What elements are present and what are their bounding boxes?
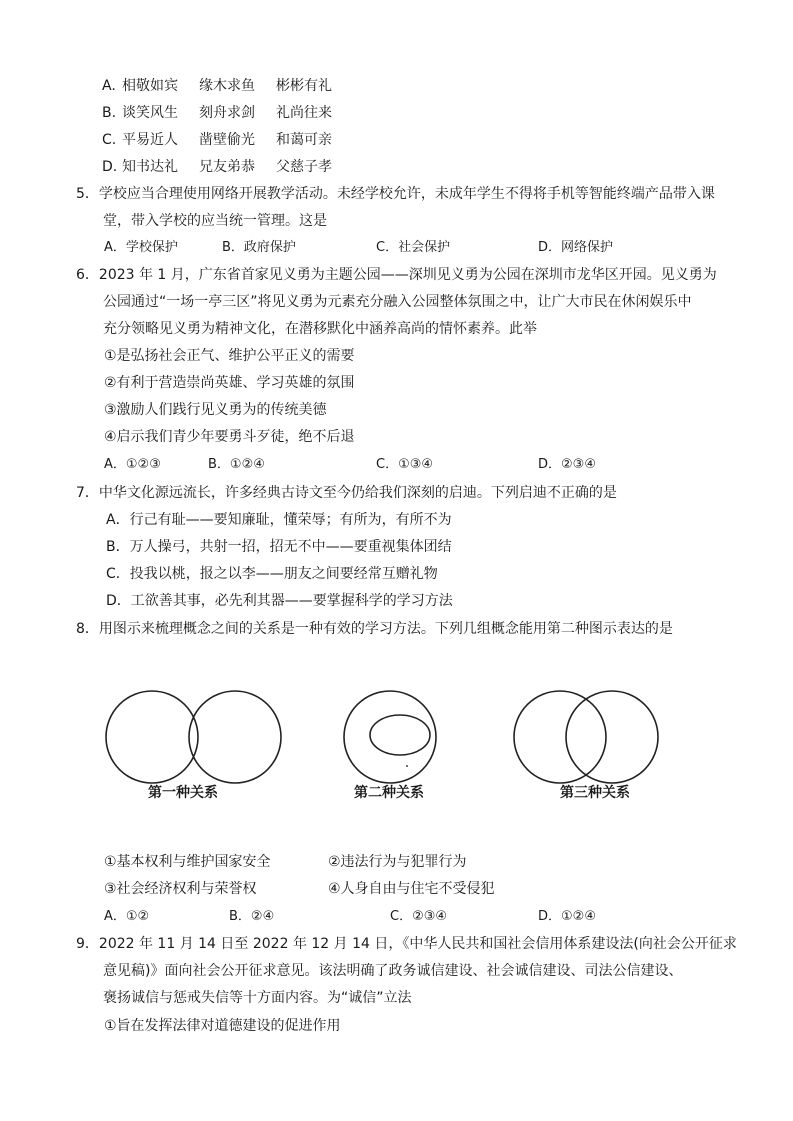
q8-statement: ④人身自由与住宅不受侵犯 xyxy=(328,881,495,897)
q6-statement: ②有利于营造崇尚英雄、学习英雄的氛围 xyxy=(104,375,355,391)
q8-statement: ②违法行为与犯罪行为 xyxy=(328,854,467,870)
diagram-3-caption: 第三种关系 xyxy=(560,785,630,801)
q6-stem-line: 公园通过“一场一亭三区”将见义勇为元素充分融入公园整体氛围之中，让广大市民在休闲娱乐中 xyxy=(103,294,692,310)
q4-option-a-letter: A. xyxy=(102,78,116,94)
diagram-2-inner-ellipse xyxy=(370,715,430,755)
q4-option-b-item: 谈笑风生 xyxy=(122,105,178,121)
diagram-2-dot xyxy=(406,765,408,767)
q6-option-a: A．①②③ xyxy=(104,457,161,472)
q4-option-d-item: 知书达礼 xyxy=(122,159,178,175)
q5-option-b: B．政府保护 xyxy=(222,240,296,255)
q7-option-c: C．投我以桃，报之以李——朋友之间要经常互赠礼物 xyxy=(106,566,438,582)
q7-option-d: D．工欲善其事，必先利其器——要掌握科学的学习方法 xyxy=(106,593,453,609)
q9-stem-line: 褒扬诚信与惩戒失信等十方面内容。为“诚信”立法 xyxy=(103,990,412,1006)
q5-option-d: D．网络保护 xyxy=(538,240,614,255)
diagram-1-right-circle xyxy=(189,691,281,783)
q8-option-b: B．②④ xyxy=(229,909,275,924)
q8-statement: ①基本权利与维护国家安全 xyxy=(104,854,271,870)
q6-option-d: D．②③④ xyxy=(538,457,596,472)
q6-statement: ③激励人们践行见义勇为的传统美德 xyxy=(104,402,327,418)
q5-option-a: A．学校保护 xyxy=(104,240,178,255)
q4-option-a-item: 相敬如宾 xyxy=(122,78,178,94)
q4-option-d-item: 父慈子孝 xyxy=(276,159,332,175)
diagram-2-caption: 第二种关系 xyxy=(354,785,424,801)
diagram-3-left-circle xyxy=(514,691,606,783)
q8-option-d: D．①②④ xyxy=(538,909,596,924)
q8-stem: 8．用图示来梳理概念之间的关系是一种有效的学习方法。下列几组概念能用第二种图示表达的是 xyxy=(76,621,673,637)
q8-statement: ③社会经济权利与荣誉权 xyxy=(104,881,257,897)
q5-option-c: C．社会保护 xyxy=(376,240,451,255)
q7-option-b: B．万人操弓，共射一招，招无不中——要重视集体团结 xyxy=(106,539,452,555)
q4-option-a-item: 缘木求鱼 xyxy=(199,78,255,94)
q6-option-b: B．①②④ xyxy=(208,457,265,472)
q4-option-b-letter: B. xyxy=(102,105,117,121)
q6-statement: ①是弘扬社会正气、维护公平正义的需要 xyxy=(104,348,355,364)
q8-option-c: C．②③④ xyxy=(390,909,448,924)
q9-stem-line: 9．2022 年 11 月 14 日至 2022 年 12 月 14 日，《中华人民共和国社会信用体系建设法(向社会公开征求 xyxy=(76,936,737,952)
q4-option-d-item: 兄友弟恭 xyxy=(199,159,255,175)
q6-stem-line: 充分领略见义勇为精神文化，在潜移默化中涵养高尚的情怀素养。此举 xyxy=(103,321,537,337)
q4-option-d-letter: D. xyxy=(102,159,118,175)
q6-statement: ④启示我们青少年要勇斗歹徒，绝不后退 xyxy=(104,429,355,445)
q8-option-a: A．①② xyxy=(104,909,150,924)
q9-statement: ①旨在发挥法律对道德建设的促进作用 xyxy=(104,1018,341,1034)
diagram-2-outer-circle xyxy=(344,691,436,783)
q5-stem-line: 堂，带入学校的应当统一管理。这是 xyxy=(103,213,327,229)
q4-option-b-item: 礼尚往来 xyxy=(276,105,332,121)
q5-stem-line: 5．学校应当合理使用网络开展教学活动。未经学校允许，未成年学生不得将手机等智能终端产品带入课 xyxy=(76,186,715,202)
q6-option-c: C．①③④ xyxy=(376,457,434,472)
diagram-1-caption: 第一种关系 xyxy=(148,785,218,801)
q6-stem-line: 6．2023 年 1 月，广东省首家见义勇为主题公园——深圳见义勇为公园在深圳市龙华区开园。见义勇为 xyxy=(76,267,717,283)
q9-stem-line: 意见稿)》面向社会公开征求意见。该法明确了政务诚信建设、社会诚信建设、司法公信建设、 xyxy=(103,963,683,979)
q4-option-a-item: 彬彬有礼 xyxy=(276,78,332,94)
diagram-3-right-circle xyxy=(566,691,658,783)
diagram-1-left-circle xyxy=(106,691,198,783)
q4-option-b-item: 刻舟求剑 xyxy=(199,105,255,121)
q4-option-c-item: 平易近人 xyxy=(122,132,178,148)
q4-option-c-item: 凿壁偷光 xyxy=(199,132,255,148)
q7-stem: 7．中华文化源远流长，许多经典古诗文至今仍给我们深刻的启迪。下列启迪不正确的是 xyxy=(76,485,617,501)
q4-option-c-item: 和蔼可亲 xyxy=(276,132,332,148)
q4-option-c-letter: C. xyxy=(102,132,117,148)
q7-option-a: A．行己有耻——要知廉耻，懂荣辱；有所为，有所不为 xyxy=(106,512,452,528)
